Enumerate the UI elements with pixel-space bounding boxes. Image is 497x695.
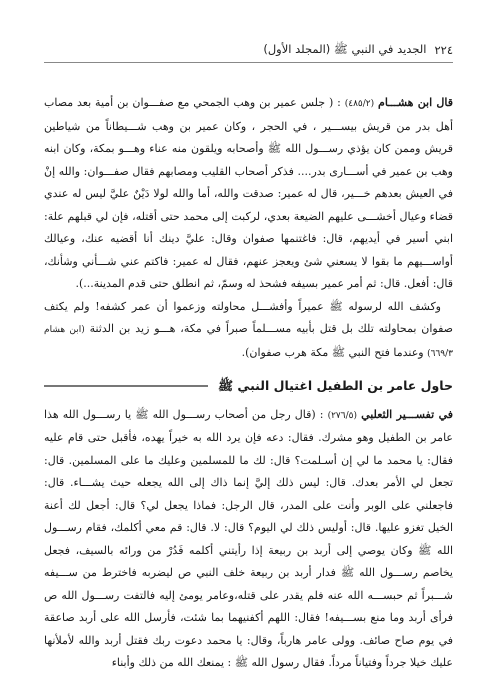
page-header	[44, 40, 453, 60]
paragraph-thalabi	[44, 404, 453, 675]
header-rule	[44, 62, 453, 63]
paragraph-text: وكشف الله لرسوله ﷺ عميراً وأفشـــل محاولته وزعموا أن عمر كشفه! ولم يكتف صفوان بمحاولته تلك بل قتل بأبيه مســـلماً صبراً في مكة، هـــو زيد بن الدثنة	[44, 299, 453, 335]
reference: (ابن هشام ٦٦٩/٣)	[44, 325, 453, 359]
reference: (٤٨٥/٢)	[344, 99, 375, 109]
paragraph-safwan	[44, 296, 453, 366]
section-heading	[44, 375, 453, 398]
section-title: حاول عامر بن الطفيل اغتيال النبي ﷺ	[217, 378, 453, 393]
paragraph-text: وعندما فتح النبي ﷺ مكة هرب صفوان).	[241, 345, 424, 359]
page-body	[44, 92, 453, 675]
paragraph-ibn-hisham	[44, 92, 453, 296]
paragraph-text: : ( جلس عمير بن وهب الجمحي مع صفـــوان بن أمية بعد مصاب أهل بدر من قريش بيســـير ، في الحجر ، وكان عمير بن وهب شـــيطاناً من شياطين قريش وممن كان يؤذي رســـول الله ﷺ وأصحابه ويلقون منه عناء وهـــو بمكة، وكان ابنه وهب بن عمير في أســـارى بدر.... فذكر أصحاب القليب ومصابهم فقال صفـــوان: والله إنْ في العيش بعدهم خـــير، قال له عمير: صدقت والله، أما والله لولا دَيْنٌ عليَّ ليس له عندي قضاء وعيال أخشـــى عليهم الضيعة بعدي، لركبت إلى محمد حتى أقتله، فإن لي قبلهم علة: ابني أسير في أيديهم، قال: فاغتنمها صفوان وقال: عليَّ دينك أنا أقضيه عنك، وعيالك أواســـيهم ما بقوا لا يسعني شئ ويعجز عنهم، فقال له عمير: فاكتم عني شـــأني وشأنك، قال: أفعل. قال: ثم أمر عمير بسيفه فشحذ له وسمّ، ثم انطلق حتى قدم المدينة...).	[44, 96, 453, 290]
running-title: الجديد في النبي ﷺ (المجلد الأول)	[263, 41, 427, 56]
section-rule	[44, 385, 208, 387]
paragraph-lead: قال ابن هشـــام	[378, 96, 453, 109]
paragraph-text: : (قال رجل من أصحاب رســـول الله ﷺ يا رســـول الله هذا عامر بن الطفيل وهو مشرك. فقال: دعه فإن يرد الله به خيراً يهده، فأقبل حتى قام عليه فقال: يا محمد ما لي إن أسـلمت؟ قال: لك ما للمسلمين وعليك ما على المسلمين. قال: تجعل لي الأمر بعدك. قال: ليس ذلك إليَّ إنما ذاك إلى الله يجعله حيث يشـــاء. قال: فاجعلني على الوبر وأنت على المدر، قال الرجل: فماذا يجعل لي؟ قال: أجعل لك أعنة الخيل تغزو عليها. قال: أوليس ذلك لي اليوم؟ قال: لا. قال: قم معي أكلمك، فقام رســـول الله ﷺ وكان يوصي إلى أربد بن ربيعة إذا رأيتني أكلمه فَدُرْ من ورائه بالسيف، فجعل يخاصم رســـول الله ﷺ فدار أربد بن ربيعة خلف النبي ص ليضربه فاخترط من ســـيفه شـــبراً ثم حبســـه الله عنه فلم يقدر على قتله،وعامر يومئ إليه فالتفت رســـول الله ص فرأى أربد وما منع بســـيفه! فقال: اللهم أكفنيهما بما شئت، فأرسل الله على أربد صاعقة في يوم صاح صائف. وولى عامر هارباً، وقال: يا محمد دعوت ربك فقتل أربد والله لأملأنها عليك خيلا جرداً وفتياناً مرداً. فقال رسول الله ﷺ : يمنعك الله من ذلك وأبناء	[44, 407, 453, 669]
page-number: ٢٢٤	[434, 43, 453, 57]
paragraph-lead: في تفســـير الثعلبي	[361, 407, 453, 421]
reference: (٢٧٦/٥)	[327, 410, 357, 421]
